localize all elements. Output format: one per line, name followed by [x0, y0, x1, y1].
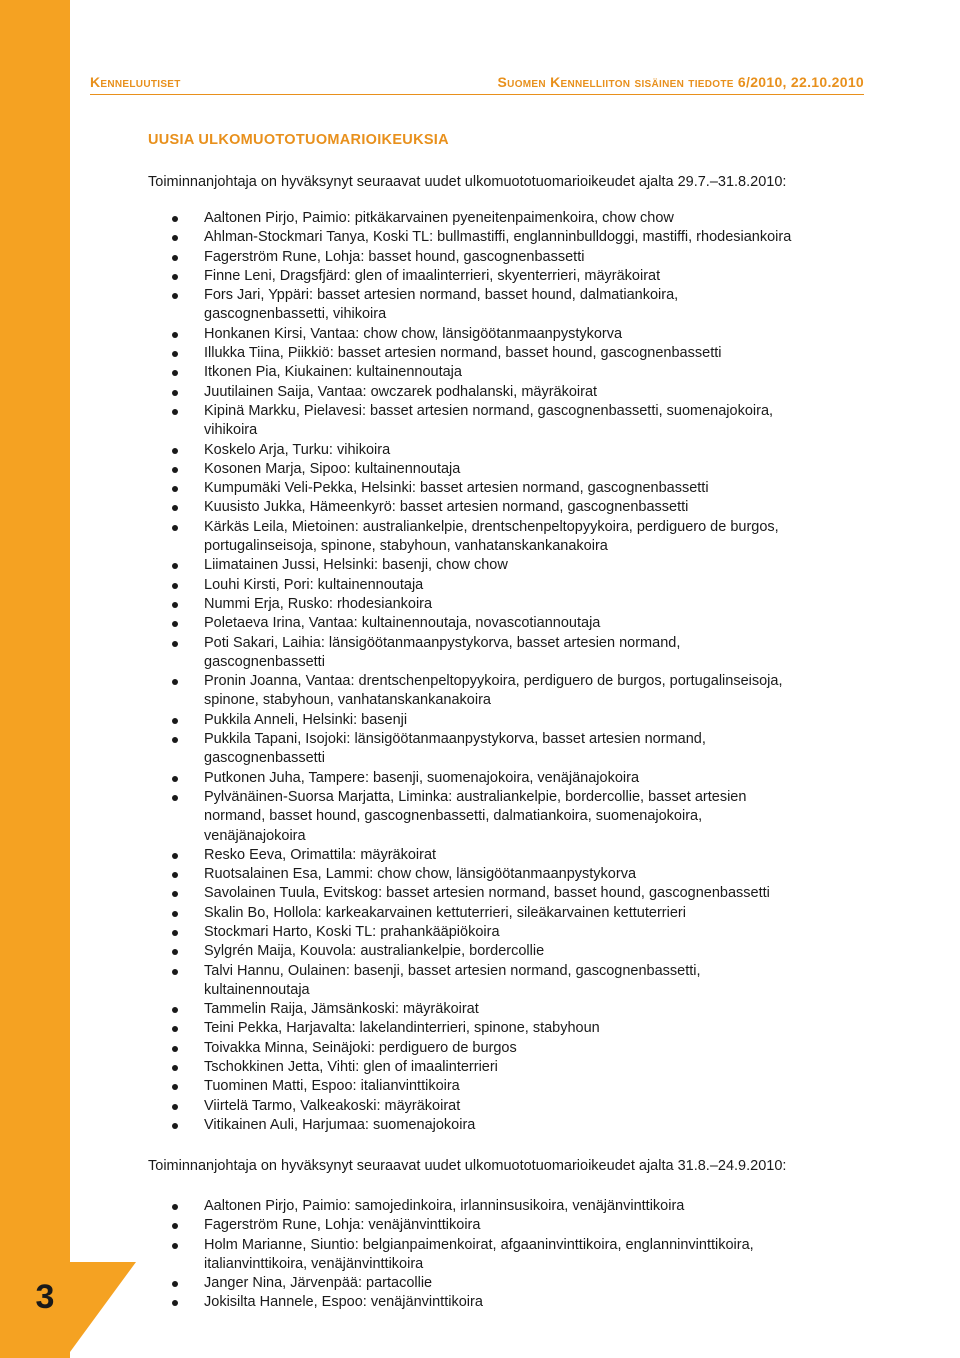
- bullet-icon: [172, 737, 178, 743]
- list-item: [168, 498, 848, 517]
- list-item-text: kultainennoutaja: [204, 981, 310, 998]
- list-item-text: Jokisilta Hannele, Espoo: venäjänvinttikoira: [204, 1294, 483, 1311]
- list-item: [168, 1097, 848, 1116]
- list-item-text: Talvi Hannu, Oulainen: basenji, basset artesien normand, gascognenbassetti,: [204, 962, 701, 979]
- bullet-icon: [172, 853, 178, 859]
- bullet-icon: [172, 1123, 178, 1129]
- list-item: [168, 518, 848, 557]
- list-item: [168, 556, 848, 575]
- intro-paragraph-1: Toiminnanjohtaja on hyväksynyt seuraavat uudet ulkomuototuomarioikeudet ajalta 29.7.–31.8.2010:: [148, 174, 787, 190]
- bullet-icon: [172, 718, 178, 724]
- list-item: [168, 479, 848, 498]
- bullet-icon: [172, 563, 178, 569]
- list-item: [168, 672, 848, 711]
- list-item-text: Pylvänäinen-Suorsa Marjatta, Liminka: australiankelpie, bordercollie, basset artesien: [204, 788, 747, 805]
- list-item-text: Tuominen Matti, Espoo: italianvinttikoira: [204, 1078, 460, 1095]
- list-item-text: spinone, stabyhoun, vanhatanskankanakoira: [204, 692, 491, 709]
- bullet-icon: [172, 351, 178, 357]
- list-item-text: gascognenbassetti, vihikoira: [204, 306, 387, 323]
- list-item: [168, 884, 848, 903]
- list-item: [168, 595, 848, 614]
- list-item-text: Illukka Tiina, Piikkiö: basset artesien normand, basset hound, gascognenbassetti: [204, 345, 722, 362]
- list-item: [168, 209, 848, 228]
- list-item-text: Viirtelä Tarmo, Valkeakoski: mäyräkoirat: [204, 1097, 461, 1114]
- list-item: [168, 576, 848, 595]
- list-item: [168, 1019, 848, 1038]
- bullet-icon: [172, 776, 178, 782]
- bullet-icon: [172, 505, 178, 511]
- bullet-icon: [172, 583, 178, 589]
- list-item: [168, 942, 848, 961]
- list-item-text: normand, basset hound, gascognenbassetti, dalmatiankoira, suomenajokoira,: [204, 808, 703, 825]
- bullet-icon: [172, 1104, 178, 1110]
- list-item-text: Tschokkinen Jetta, Vihti: glen of imaalinterrieri: [204, 1059, 498, 1076]
- list-item-text: Kumpumäki Veli-Pekka, Helsinki: basset artesien normand, gascognenbassetti: [204, 480, 709, 497]
- bullet-icon: [172, 1243, 178, 1249]
- list-item: [168, 730, 848, 769]
- list-item-text: Fors Jari, Yppäri: basset artesien normand, basset hound, dalmatiankoira,: [204, 287, 679, 304]
- list-item-text: Fagerström Rune, Lohja: basset hound, gascognenbassetti: [204, 248, 585, 265]
- list-item: [168, 1058, 848, 1077]
- list-item-text: Pukkila Anneli, Helsinki: basenji: [204, 711, 408, 728]
- list-item: [168, 1039, 848, 1058]
- list-item-text: Finne Leni, Dragsfjärd: glen of imaalinterrieri, skyenterrieri, mäyräkoirat: [204, 267, 661, 284]
- header-publication-info: Suomen Kennelliiton sisäinen tiedote 6/2010, 22.10.2010: [497, 74, 864, 90]
- list-item-text: Aaltonen Pirjo, Paimio: samojedinkoira, irlanninsusikoira, venäjänvinttikoira: [204, 1198, 685, 1214]
- bullet-icon: [172, 1007, 178, 1013]
- intro-paragraph-2: Toiminnanjohtaja on hyväksynyt seuraavat uudet ulkomuototuomarioikeudet ajalta 31.8.–24.9.2010:: [148, 1158, 787, 1174]
- bullet-icon: [172, 1204, 178, 1210]
- list-item-text: Putkonen Juha, Tampere: basenji, suomenajokoira, venäjänajokoira: [204, 769, 640, 786]
- list-item-text: Pronin Joanna, Vantaa: drentschenpeltopyykoira, perdiguero de burgos, portugalinseisoja,: [204, 673, 783, 690]
- list-item-text: italianvinttikoira, venäjänvinttikoira: [204, 1255, 424, 1272]
- list-item-text: Itkonen Pia, Kiukainen: kultainennoutaja: [204, 364, 462, 381]
- list-item-text: Ruotsalainen Esa, Lammi: chow chow, länsigöötanmaanpystykorva: [204, 866, 637, 883]
- list-item-text: gascognenbassetti: [204, 750, 325, 767]
- list-item-text: Juutilainen Saija, Vantaa: owczarek podhalanski, mäyräkoirat: [204, 383, 598, 400]
- bullet-icon: [172, 641, 178, 647]
- bullet-icon: [172, 486, 178, 492]
- list-item-text: Kosonen Marja, Sipoo: kultainennoutaja: [204, 460, 461, 477]
- list-item: [168, 267, 848, 286]
- bullet-icon: [172, 891, 178, 897]
- list-item-text: portugalinseisoja, spinone, stabyhoun, vanhatanskankanakoira: [204, 538, 608, 555]
- bullet-icon: [172, 1026, 178, 1032]
- list-item-text: Kipinä Markku, Pielavesi: basset artesien normand, gascognenbassetti, suomenajokoira,: [204, 402, 774, 419]
- list-item: [168, 460, 848, 479]
- list-item: [168, 711, 848, 730]
- bullet-icon: [172, 1223, 178, 1229]
- list-item-text: Poti Sakari, Laihia: länsigöötanmaanpystykorva, basset artesien normand,: [204, 634, 681, 651]
- list-item: [168, 1077, 848, 1096]
- list-item: [168, 923, 848, 942]
- list-item-text: Toivakka Minna, Seinäjoki: perdiguero de burgos: [204, 1039, 517, 1056]
- bullet-icon: [172, 370, 178, 376]
- list-item-text: gascognenbassetti: [204, 653, 325, 670]
- bullet-icon: [172, 332, 178, 338]
- list-item-text: Skalin Bo, Hollola: karkeakarvainen kettuterrieri, sileäkarvainen kettuterrieri: [204, 904, 686, 921]
- bullet-icon: [172, 949, 178, 955]
- header-section-title: Kenneluutiset: [90, 74, 181, 90]
- list-item: [168, 344, 848, 363]
- bullet-icon: [172, 1281, 178, 1287]
- bullet-icon: [172, 293, 178, 299]
- list-item-text: Tammelin Raija, Jämsänkoski: mäyräkoirat: [204, 1001, 479, 1018]
- bullet-icon: [172, 1046, 178, 1052]
- list-item-text: Kärkäs Leila, Mietoinen: australiankelpie, drentschenpeltopyykoira, perdiguero de burgos,: [204, 518, 779, 535]
- bullet-icon: [172, 1084, 178, 1090]
- bullet-icon: [172, 390, 178, 396]
- list-item: [168, 788, 848, 846]
- list-item: [168, 383, 848, 402]
- list-item-text: Honkanen Kirsi, Vantaa: chow chow, länsigöötanmaanpystykorva: [204, 325, 623, 342]
- bullet-icon: [172, 969, 178, 975]
- bullet-icon: [172, 216, 178, 222]
- list-item-text: Poletaeva Irina, Vantaa: kultainennoutaja, novascotiannoutaja: [204, 615, 601, 632]
- judges-list-2: [168, 1197, 848, 1313]
- bullet-icon: [172, 1065, 178, 1071]
- list-item: [168, 1236, 848, 1275]
- list-item: [168, 1216, 848, 1235]
- bullet-icon: [172, 235, 178, 241]
- list-item-text: Louhi Kirsti, Pori: kultainennoutaja: [204, 576, 424, 593]
- list-item: [168, 248, 848, 267]
- list-item-text: Pukkila Tapani, Isojoki: länsigöötanmaanpystykorva, basset artesien normand,: [204, 731, 706, 748]
- list-item: [168, 904, 848, 923]
- header-rule: [90, 94, 864, 95]
- bullet-icon: [172, 448, 178, 454]
- list-item: [168, 402, 848, 441]
- bullet-icon: [172, 795, 178, 801]
- list-item-text: Savolainen Tuula, Evitskog: basset artesien normand, basset hound, gascognenbassetti: [204, 885, 770, 902]
- list-item: [168, 634, 848, 673]
- list-item: [168, 769, 848, 788]
- list-item-text: Ahlman-Stockmari Tanya, Koski TL: bullmastiffi, englanninbulldoggi, mastiffi, rhodesiankoira: [204, 229, 792, 246]
- bullet-icon: [172, 872, 178, 878]
- judges-list-1: [168, 209, 848, 1135]
- list-item-text: Aaltonen Pirjo, Paimio: pitkäkarvainen pyeneitenpaimenkoira, chow chow: [204, 210, 674, 226]
- list-item: [168, 1274, 848, 1293]
- bullet-icon: [172, 255, 178, 261]
- bullet-icon: [172, 621, 178, 627]
- bullet-icon: [172, 274, 178, 280]
- list-item: [168, 846, 848, 865]
- list-item-text: Liimatainen Jussi, Helsinki: basenji, chow chow: [204, 557, 508, 574]
- list-item: [168, 1000, 848, 1019]
- orange-sidebar: [0, 0, 70, 1358]
- list-item-text: Teini Pekka, Harjavalta: lakelandinterrieri, spinone, stabyhoun: [204, 1020, 600, 1037]
- bullet-icon: [172, 679, 178, 685]
- list-item: [168, 865, 848, 884]
- bullet-icon: [172, 409, 178, 415]
- bullet-icon: [172, 911, 178, 917]
- list-item-text: Fagerström Rune, Lohja: venäjänvinttikoira: [204, 1217, 481, 1234]
- list-item-text: Nummi Erja, Rusko: rhodesiankoira: [204, 595, 433, 612]
- list-item-text: Resko Eeva, Orimattila: mäyräkoirat: [204, 846, 437, 863]
- list-item: [168, 962, 848, 1001]
- list-item: [168, 1293, 848, 1312]
- article-title: UUSIA ULKOMUOTOTUOMARIOIKEUKSIA: [148, 132, 449, 148]
- list-item: [168, 325, 848, 344]
- list-item-text: venäjänajokoira: [204, 827, 306, 844]
- list-item-text: Stockmari Harto, Koski TL: prahankääpiökoira: [204, 923, 500, 940]
- list-item-text: vihikoira: [204, 422, 258, 439]
- list-item-text: Holm Marianne, Siuntio: belgianpaimenkoirat, afgaaninvinttikoira, englanninvinttikoira,: [204, 1236, 754, 1253]
- page-number: 3: [35, 1278, 55, 1316]
- bullet-icon: [172, 525, 178, 531]
- list-item: [168, 363, 848, 382]
- list-item: [168, 1116, 848, 1135]
- list-item: [168, 228, 848, 247]
- list-item: [168, 1197, 848, 1216]
- list-item-text: Vitikainen Auli, Harjumaa: suomenajokoira: [204, 1116, 476, 1133]
- list-item-text: Koskelo Arja, Turku: vihikoira: [204, 441, 391, 458]
- list-item-text: Sylgrén Maija, Kouvola: australiankelpie, bordercollie: [204, 943, 545, 960]
- list-item-text: Janger Nina, Järvenpää: partacollie: [204, 1275, 433, 1292]
- list-item: [168, 614, 848, 633]
- list-item-text: Kuusisto Jukka, Hämeenkyrö: basset artesien normand, gascognenbassetti: [204, 499, 689, 516]
- bullet-icon: [172, 467, 178, 473]
- list-item: [168, 441, 848, 460]
- bullet-icon: [172, 1300, 178, 1306]
- bullet-icon: [172, 930, 178, 936]
- list-item: [168, 286, 848, 325]
- bullet-icon: [172, 602, 178, 608]
